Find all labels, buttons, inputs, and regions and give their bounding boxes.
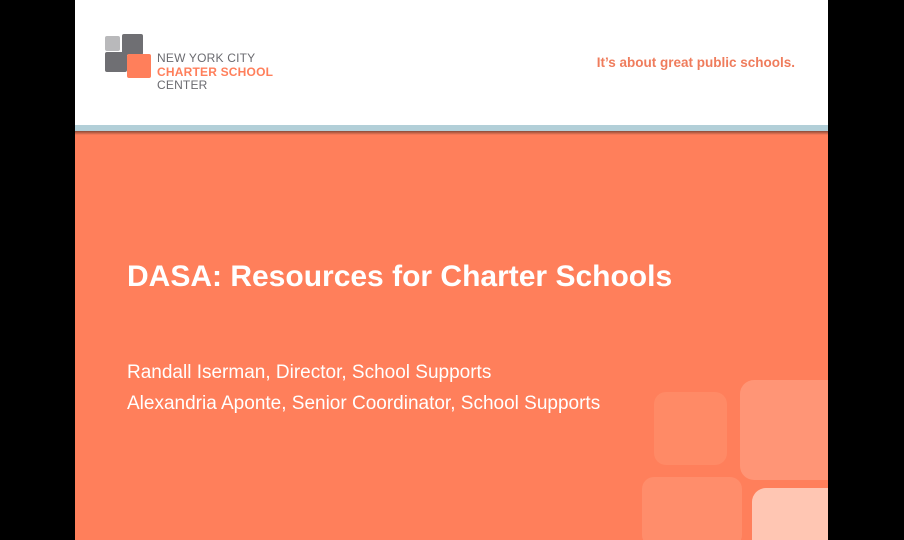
slide-title: DASA: Resources for Charter Schools xyxy=(127,260,673,293)
logo-text xyxy=(157,52,273,93)
presentation-slide xyxy=(75,0,828,540)
presenter-line: Alexandria Aponte, Senior Coordinator, School Supports xyxy=(127,393,601,414)
slide-header xyxy=(75,0,828,125)
presenter-line: Randall Iserman, Director, School Supports xyxy=(127,362,492,383)
decorative-square xyxy=(740,380,828,480)
header-shadow xyxy=(75,131,828,135)
logo-line-3: CENTER xyxy=(157,78,208,92)
logo-line-2: CHARTER SCHOOL xyxy=(157,64,274,79)
decorative-square xyxy=(642,477,742,540)
logo-square-icon xyxy=(105,52,127,72)
presenter-list xyxy=(127,357,600,419)
nyc-charter-school-center-logo xyxy=(105,34,275,96)
decorative-square xyxy=(752,488,828,540)
tagline: It’s about great public schools. xyxy=(596,55,795,70)
logo-line-1: NEW YORK CITY xyxy=(157,51,256,65)
decorative-square xyxy=(654,392,727,465)
logo-square-icon xyxy=(127,54,151,78)
logo-square-icon xyxy=(105,36,120,51)
